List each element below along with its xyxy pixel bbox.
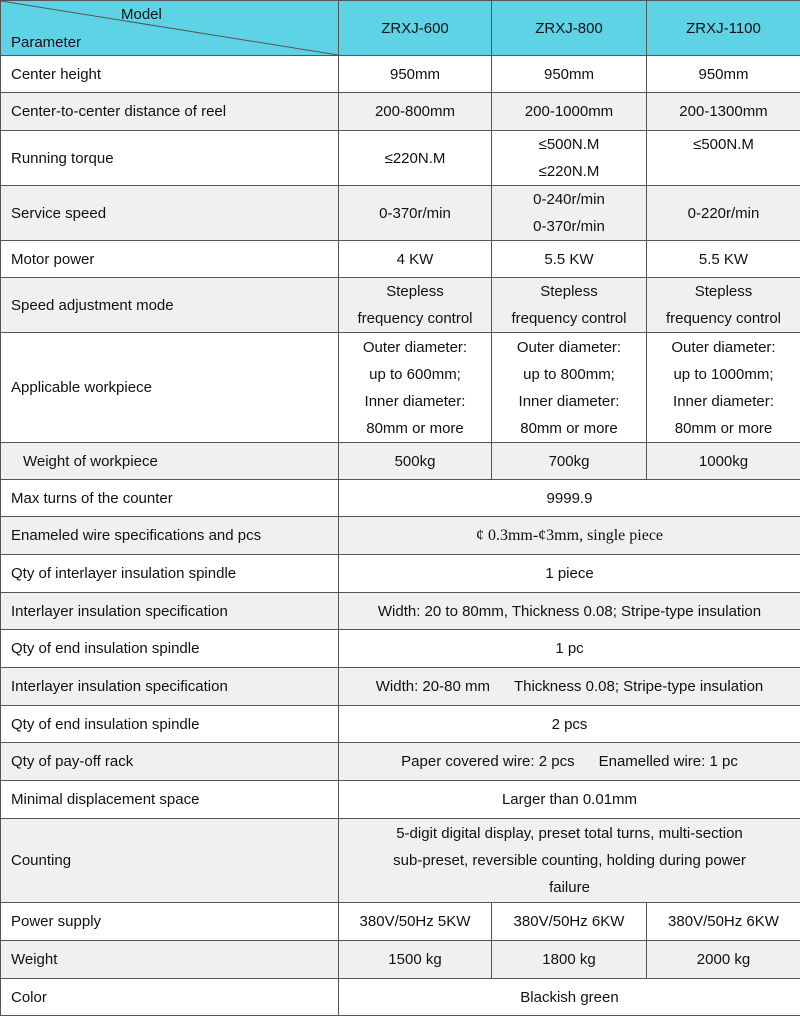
param-label: Motor power [1,241,339,278]
table-row [1,480,800,517]
corner-cell [1,1,339,56]
cell-value: 1000kg [647,443,800,480]
parameter-label: Parameter [11,34,82,51]
table-row [1,668,800,706]
cell-value: 200-800mm [339,93,492,131]
cell-line: 0-370r/min [533,218,605,235]
cell-line: 80mm or more [674,419,773,437]
cell-value: 950mm [492,56,647,93]
cell-value: Larger than 0.01mm [339,781,800,819]
cell-value: ≤220N.M [339,131,492,186]
cell-value: 9999.9 [339,480,800,517]
cell-line: 80mm or more [366,419,464,437]
param-label: Running torque [1,131,339,186]
cell-value: 950mm [339,56,492,93]
param-label: Center height [1,56,339,93]
cell-value: 200-1300mm [647,93,800,131]
cell-line: sub-preset, reversible counting, holding during power [393,852,746,869]
table-row [1,517,800,555]
cell-line: up to 600mm; [369,365,461,383]
cell-value [339,819,800,903]
header-row [1,1,800,56]
cell-value [492,333,647,443]
cell-value: Width: 20 to 80mm, Thickness 0.08; Stripe-type insulation [339,593,800,630]
table-row [1,443,800,480]
cell-value [492,186,647,241]
table-row [1,555,800,593]
table-row [1,56,800,93]
table-row [1,781,800,819]
cell-part: Paper covered wire: 2 pcs [401,753,575,770]
param-label: Weight of workpiece [1,443,339,480]
table-row [1,93,800,131]
table-row [1,593,800,630]
cell-value: 1 piece [339,555,800,593]
cell-line: 0-240r/min [533,191,605,208]
cell-value: 2000 kg [647,941,800,979]
cell-value: 1 pc [339,630,800,668]
cell-line: ≤220N.M [538,163,600,180]
param-label: Color [1,979,339,1016]
cell-line: frequency control [511,310,627,327]
cell-value: 5.5 KW [647,241,800,278]
cell-value [647,278,800,333]
param-label: Weight [1,941,339,979]
table-row [1,186,800,241]
table-row [1,903,800,941]
cell-value: Blackish green [339,979,800,1016]
cell-line: Inner diameter: [518,392,620,410]
param-label: Enameled wire specifications and pcs [1,517,339,555]
cell-line: Inner diameter: [364,392,466,410]
cell-line: frequency control [357,310,473,327]
param-label: Service speed [1,186,339,241]
model-header: ZRXJ-800 [492,1,647,56]
cell-value: 380V/50Hz 5KW [339,903,492,941]
cell-line: failure [549,879,590,896]
cell-line: Outer diameter: [362,338,468,356]
param-label: Interlayer insulation specification [1,593,339,630]
param-label: Counting [1,819,339,903]
cell-line: Outer diameter: [671,338,776,356]
cell-line: Outer diameter: [516,338,622,356]
cell-value [339,668,800,706]
cell-value: ¢ 0.3mm-¢3mm, single piece [339,517,800,555]
param-label: Applicable workpiece [1,333,339,443]
model-header: ZRXJ-1100 [647,1,800,56]
param-label: Max turns of the counter [1,480,339,517]
cell-line: frequency control [665,310,782,327]
cell-value: 500kg [339,443,492,480]
cell-value: 4 KW [339,241,492,278]
param-label: Qty of end insulation spindle [1,630,339,668]
cell-value: 1800 kg [492,941,647,979]
cell-part: Thickness 0.08; Stripe-type insulation [513,678,764,695]
cell-line: Inner diameter: [673,392,774,410]
table-row [1,979,800,1016]
cell-value: 5.5 KW [492,241,647,278]
table-row [1,743,800,781]
cell-value [492,131,647,186]
cell-line: up to 1000mm; [673,365,774,383]
cell-part: Width: 20-80 mm [375,678,490,695]
table-row [1,819,800,903]
cell-value: 2 pcs [339,706,800,743]
table-row [1,333,800,443]
table-row [1,630,800,668]
cell-value [339,743,800,781]
param-label: Speed adjustment mode [1,278,339,333]
cell-value [339,278,492,333]
table-row [1,241,800,278]
param-label: Minimal displacement space [1,781,339,819]
cell-line: ≤500N.M [538,136,600,153]
cell-value [339,333,492,443]
cell-line: Stepless [386,283,444,300]
cell-line: 80mm or more [520,419,618,437]
cell-value [492,278,647,333]
param-label: Qty of interlayer insulation spindle [1,555,339,593]
model-header: ZRXJ-600 [339,1,492,56]
cell-value: ≤500N.M [647,131,800,186]
cell-value: 380V/50Hz 6KW [492,903,647,941]
cell-value: 950mm [647,56,800,93]
param-label: Power supply [1,903,339,941]
cell-value: 200-1000mm [492,93,647,131]
cell-line: 5-digit digital display, preset total turns, multi-section [396,825,743,842]
cell-value: 700kg [492,443,647,480]
table-row [1,941,800,979]
table-row [1,706,800,743]
cell-value [647,333,800,443]
cell-value: 380V/50Hz 6KW [647,903,800,941]
model-label: Model [121,6,162,23]
cell-value: 1500 kg [339,941,492,979]
table-row [1,131,800,186]
cell-line: Stepless [694,283,753,300]
cell-line: Stepless [540,283,598,300]
param-label: Qty of pay-off rack [1,743,339,781]
cell-part: Enamelled wire: 1 pc [598,753,738,770]
param-label: Interlayer insulation specification [1,668,339,706]
cell-value: 0-220r/min [647,186,800,241]
param-label: Qty of end insulation spindle [1,706,339,743]
param-label: Center-to-center distance of reel [1,93,339,131]
cell-value: 0-370r/min [339,186,492,241]
cell-line: up to 800mm; [523,365,615,383]
table-row [1,278,800,333]
